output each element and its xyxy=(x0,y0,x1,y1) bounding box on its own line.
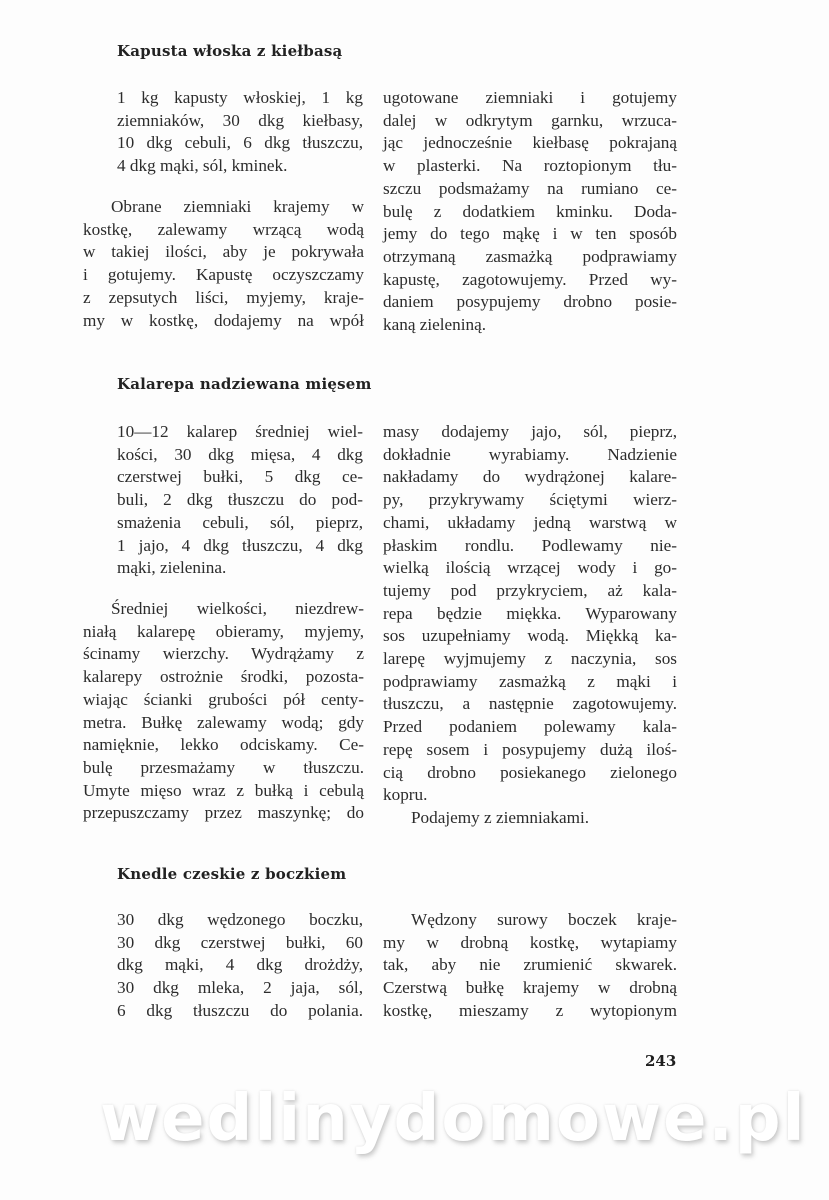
method-line: wiając ścianki grubości pół centy- xyxy=(83,689,364,709)
ingredients-kapusta xyxy=(117,87,363,178)
method-left-kalarepa xyxy=(83,598,364,825)
method-line: jemy do tego mąkę i w ten sposób xyxy=(383,224,677,244)
method-line: szczu podsmażamy na rumiano ce- xyxy=(383,178,677,198)
method-line: podprawiamy zasmażką z mąki i xyxy=(383,671,677,691)
method-line: Czerstwą bułkę krajemy w drobną xyxy=(383,978,677,998)
method-line: kalarepy ostrożnie środki, pozosta- xyxy=(83,667,364,687)
method-line: Przed podaniem polewamy kala- xyxy=(383,717,677,737)
recipe-title-knedle: Knedle czeskie z boczkiem xyxy=(117,865,347,883)
ingredient-line: 10—12 kalarep średniej wiel- xyxy=(117,422,363,441)
serving-note: Podajemy z ziemniakami. xyxy=(411,807,590,827)
page-number: 243 xyxy=(645,1052,677,1070)
method-line: cią drobno posiekanego zielonego xyxy=(383,762,677,782)
method-line: kopru. xyxy=(383,785,428,805)
method-line: ścinamy wierzchy. Wydrążamy z xyxy=(83,644,364,664)
method-line: sos uzupełniamy wodą. Miękką ka- xyxy=(383,626,677,646)
method-line: daniem posypujemy drobno posie- xyxy=(383,292,677,312)
ingredient-line: czerstwej bułki, 5 dkg ce- xyxy=(117,467,363,487)
method-line: my w kostkę, dodajemy na wpół xyxy=(83,310,364,330)
method-line: ugotowane ziemniaki i gotujemy xyxy=(383,88,677,107)
method-line: wielką ilością wrzącej wody i go- xyxy=(383,558,677,578)
method-left-kapusta xyxy=(83,196,364,332)
method-line: tak, aby nie zrumienić skwarek. xyxy=(383,955,677,975)
method-line: tłuszczu, a następnie zagotowujemy. xyxy=(383,694,677,714)
recipe-title-kalarepa: Kalarepa nadziewana mięsem xyxy=(117,375,372,393)
method-line: Obrane ziemniaki krajemy w xyxy=(111,197,364,216)
ingredient-line: 1 jajo, 4 dkg tłuszczu, 4 dkg xyxy=(117,535,363,555)
method-right-kapusta xyxy=(383,87,677,337)
method-line: otrzymaną zasmażką podprawiamy xyxy=(383,246,677,266)
method-line: Umyte mięso wraz z bułką i cebulą xyxy=(83,780,364,800)
method-line: larepę wyjmujemy z naczynia, sos xyxy=(383,649,677,669)
method-line: bulę z dodatkiem kminku. Doda- xyxy=(383,201,677,221)
ingredients-kalarepa xyxy=(117,421,363,580)
method-line: kapustę, zagotowujemy. Przed wy- xyxy=(383,269,677,289)
method-line: kaną zieleniną. xyxy=(383,315,487,335)
method-line: w takiej ilości, aby je pokrywała xyxy=(83,242,364,262)
method-line: namięknie, lekko odciskamy. Ce- xyxy=(83,735,364,755)
method-line: my w drobną kostkę, wytapiamy xyxy=(383,932,677,952)
method-line: niałą kalarepę obieramy, myjemy, xyxy=(83,621,364,641)
ingredient-line: 4 dkg mąki, sól, kminek. xyxy=(117,156,288,176)
ingredient-line: buli, 2 dkg tłuszczu do pod- xyxy=(117,490,363,510)
method-line: z zepsutych liści, myjemy, kraje- xyxy=(83,287,364,307)
ingredients-knedle xyxy=(117,909,363,1023)
method-line: dokładnie wyrabiamy. Nadzienie xyxy=(383,444,677,464)
method-line: nakładamy do wydrążonej kalare- xyxy=(383,467,677,487)
method-right-knedle xyxy=(383,909,677,1023)
ingredient-line: 1 kg kapusty włoskiej, 1 kg xyxy=(117,88,363,107)
ingredient-line: kości, 30 dkg mięsa, 4 dkg xyxy=(117,444,363,464)
watermark: wedlinydomowe.pl xyxy=(100,1082,807,1156)
method-line: dalej w odkrytym garnku, wrzuca- xyxy=(383,110,677,130)
method-line: repa będzie miękka. Wyparowany xyxy=(383,603,677,623)
ingredient-line: 6 dkg tłuszczu do polania. xyxy=(117,1000,363,1020)
method-line: tujemy pod przykryciem, aż kala- xyxy=(383,580,677,600)
method-line: i gotujemy. Kapustę oczyszczamy xyxy=(83,265,364,285)
method-line: masy dodajemy jajo, sól, pieprz, xyxy=(383,422,677,441)
method-line: metra. Bułkę zalewamy wodą; gdy xyxy=(83,712,364,732)
method-line: kostkę, mieszamy z wytopionym xyxy=(383,1000,677,1020)
method-line: py, przykrywamy ściętymi wierz- xyxy=(383,490,677,510)
method-line: chami, układamy jedną warstwą w xyxy=(383,512,677,532)
method-line: w plasterki. Na roztopionym tłu- xyxy=(383,156,677,176)
ingredient-line: mąki, zielenina. xyxy=(117,558,227,578)
method-line: przepuszczamy przez maszynkę; do xyxy=(83,803,364,823)
method-line: Wędzony surowy boczek kraje- xyxy=(411,910,677,929)
ingredient-line: ziemniaków, 30 dkg kiełbasy, xyxy=(117,110,363,130)
method-right-kalarepa xyxy=(383,421,677,830)
ingredient-line: smażenia cebuli, sól, pieprz, xyxy=(117,512,363,532)
ingredient-line: 10 dkg cebuli, 6 dkg tłuszczu, xyxy=(117,133,363,153)
ingredient-line: dkg mąki, 4 dkg drożdży, xyxy=(117,955,363,975)
method-line: jąc jednocześnie kiełbasę pokrajaną xyxy=(383,133,677,153)
ingredient-line: 30 dkg mleka, 2 jaja, sól, xyxy=(117,978,363,998)
ingredient-line: 30 dkg czerstwej bułki, 60 xyxy=(117,932,363,952)
ingredient-line: 30 dkg wędzonego boczku, xyxy=(117,910,363,929)
method-line: bulę przesmażamy w tłuszczu. xyxy=(83,757,364,777)
method-line: repę sosem i posypujemy dużą iloś- xyxy=(383,739,677,759)
recipe-title-kapusta: Kapusta włoska z kiełbasą xyxy=(117,42,343,60)
method-line: kostkę, zalewamy wrzącą wodą xyxy=(83,219,364,239)
method-line: płaskim rondlu. Podlewamy nie- xyxy=(383,535,677,555)
method-line: Średniej wielkości, niezdrew- xyxy=(111,599,364,618)
